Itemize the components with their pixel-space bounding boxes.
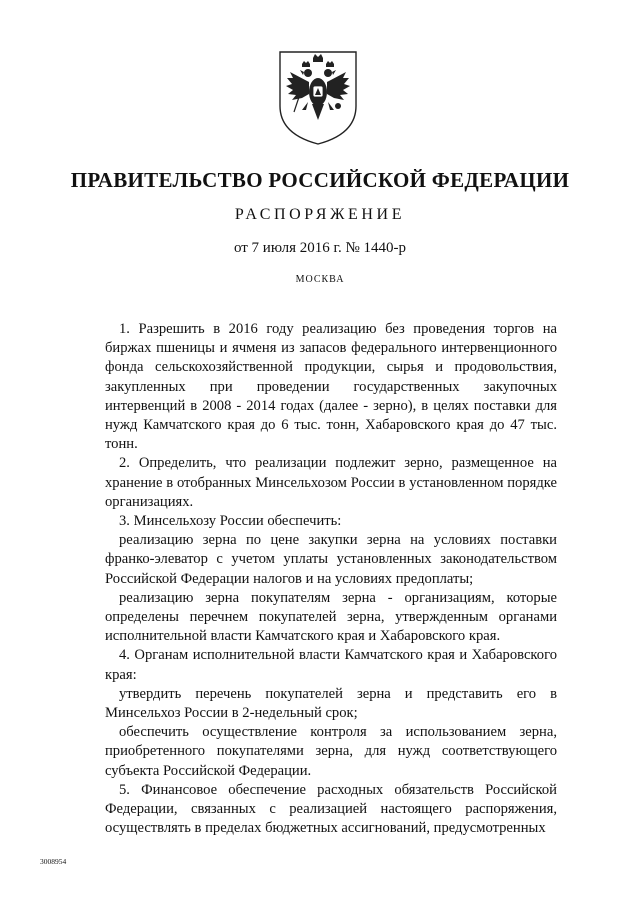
- paragraph-1: 1. Разрешить в 2016 году реализацию без проведения торгов на биржах пшеницы и ячменя из запасов федерального интервенционного фонда сельскохозяйственной продукции, сырья и продовольствия, закупленных при проведении государственных закупочных интервенций в 2008 - 2014 годах (далее - зерно), в целях поставки для нужд Камчатского края до 6 тыс. тонн, Хабаровского края до 47 тыс. тонн.: [105, 321, 557, 453]
- paragraph-5: 5. Финансовое обеспечение расходных обязательств Российской Федерации, связанных с реализацией настоящего распоряжения, осуществлять в пределах бюджетных ассигнований, предусмотренных: [105, 781, 557, 837]
- paragraph-2: 2. Определить, что реализации подлежит зерно, размещенное на хранение в отобранных Минсельхозом России в установленном порядке организациях.: [105, 455, 557, 510]
- paragraph-4: 4. Органам исполнительной власти Камчатского края и Хабаровского края:: [105, 647, 557, 683]
- government-title: ПРАВИТЕЛЬСТВО РОССИЙСКОЙ ФЕДЕРАЦИИ: [70, 168, 570, 192]
- coat-of-arms-icon: [272, 48, 364, 148]
- paragraph-4-item-1: утвердить перечень покупателей зерна и представить его в Минсельхоз России в 2-недельный срок;: [105, 685, 557, 722]
- city: МОСКВА: [295, 274, 345, 285]
- paragraph-3: 3. Минсельхозу России обеспечить:: [119, 513, 342, 530]
- document-code: 3008954: [40, 857, 67, 866]
- paragraph-3-item-1: реализацию зерна по цене закупки зерна на условиях поставки франко-элеватор с учетом уплаты установленных законодательством Российской Федерации налогов и на условиях предоплаты;: [105, 532, 557, 587]
- paragraph-4-item-2: обеспечить осуществление контроля за использованием зерна, приобретенного покупателями зерна, для нужд соответствующего субъекта Российской Федерации.: [105, 724, 557, 779]
- document-body: [105, 320, 557, 838]
- paragraph-3-item-2: реализацию зерна покупателям зерна - организациям, которые определены перечнем покупателей зерна, утвержденным органами исполнительной власти Камчатского края и Хабаровского края.: [105, 589, 557, 645]
- document-type: РАСПОРЯЖЕНИЕ: [234, 206, 406, 223]
- document-date-number: от 7 июля 2016 г. № 1440-р: [233, 240, 407, 256]
